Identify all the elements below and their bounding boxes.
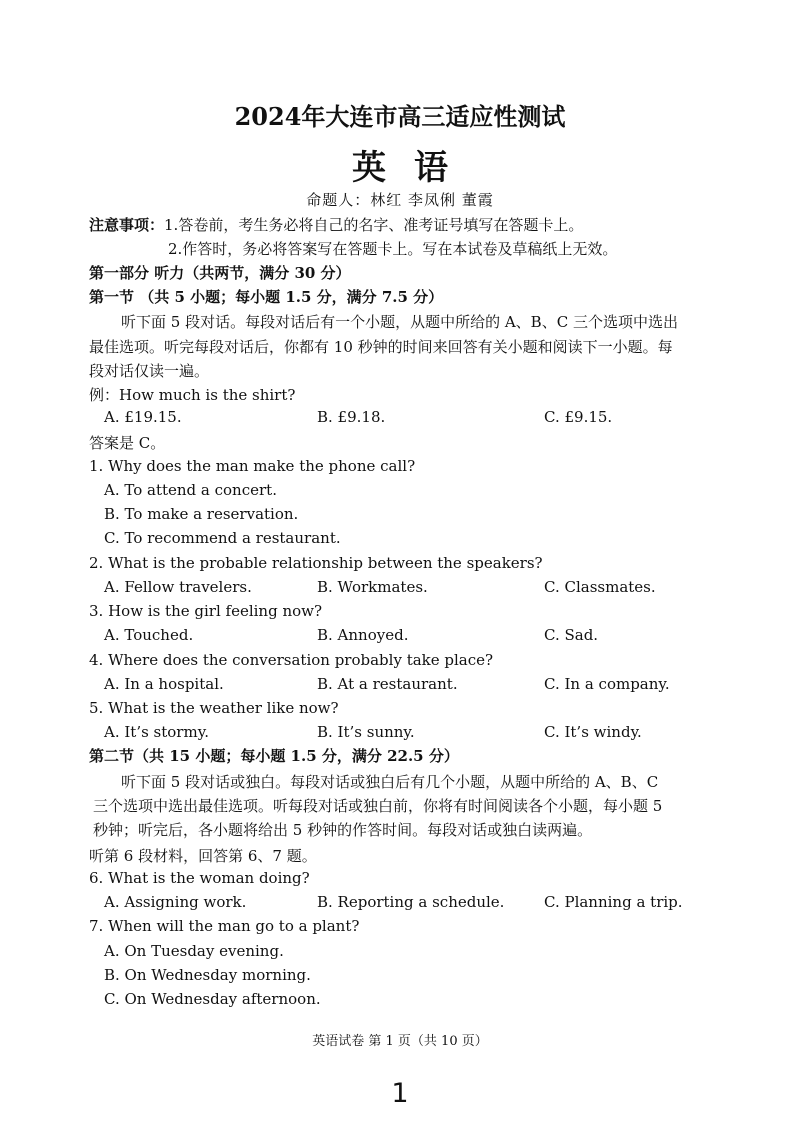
question-6-option-c: C. Planning a trip. <box>544 893 683 911</box>
question-2-option-b: B. Workmates. <box>317 578 428 596</box>
question-4-option-c: C. In a company. <box>544 675 670 693</box>
question-5-stem: 5. What is the weather like now? <box>89 699 339 717</box>
question-7-option-c: C. On Wednesday afternoon. <box>104 990 321 1008</box>
question-2-stem: 2. What is the probable relationship between the speakers? <box>89 554 543 572</box>
question-4-stem: 4. Where does the conversation probably take place? <box>89 651 494 669</box>
question-1-stem: 1. Why does the man make the phone call? <box>89 457 416 475</box>
example-option-b: B. £9.18. <box>317 408 386 426</box>
question-2-option-a: A. Fellow travelers. <box>104 578 252 596</box>
question-6-stem: 6. What is the woman doing? <box>89 869 310 887</box>
notice-line-1 <box>89 214 583 235</box>
question-7-stem: 7. When will the man go to a plant? <box>89 917 360 935</box>
question-6-option-a: A. Assigning work. <box>104 893 247 911</box>
part1-heading: 第一部分 听力（共两节，满分 30 分） <box>89 264 351 282</box>
question-5-option-a: A. It’s stormy. <box>104 723 209 741</box>
question-2-option-c: C. Classmates. <box>544 578 656 596</box>
page-number: 1 <box>391 1078 409 1109</box>
page-footer: 英语试卷 第 1 页（共 10 页） <box>312 1034 488 1049</box>
section2-instruction-3: 秒钟；听完后，各小题将给出 5 秒钟的作答时间。每段对话或独白读两遍。 <box>93 821 593 839</box>
subject-title: 英语 <box>352 148 476 188</box>
question-1-option-b: B. To make a reservation. <box>104 505 299 523</box>
notice-item-2: 2.作答时，务必将答案写在答题卡上。写在本试卷及草稿纸上无效。 <box>168 240 618 258</box>
example-question: 例：How much is the shirt? <box>89 386 296 404</box>
question-4-option-b: B. At a restaurant. <box>317 675 458 693</box>
question-4-option-a: A. In a hospital. <box>104 675 224 693</box>
example-option-a: A. £19.15. <box>104 408 182 426</box>
question-3-option-b: B. Annoyed. <box>317 626 409 644</box>
section1-instruction-2: 最佳选项。听完每段对话后，你都有 10 秒钟的时间来回答有关小题和阅读下一小题。每 <box>89 338 673 356</box>
section2-heading: 第二节（共 15 小题；每小题 1.5 分，满分 22.5 分） <box>89 747 459 765</box>
example-answer: 答案是 C。 <box>89 434 166 452</box>
section2-instruction-2: 三个选项中选出最佳选项。听每段对话或独白前，你将有时间阅读各个小题，每小题 5 <box>93 797 663 815</box>
example-option-c: C. £9.15. <box>544 408 613 426</box>
section1-instruction-1: 听下面 5 段对话。每段对话后有一个小题，从题中所给的 A、B、C 三个选项中选出 <box>121 313 678 331</box>
question-3-stem: 3. How is the girl feeling now? <box>89 602 323 620</box>
section1-heading: 第一节 （共 5 小题；每小题 1.5 分，满分 7.5 分） <box>89 288 444 306</box>
section2-instruction-1: 听下面 5 段对话或独白。每段对话或独白后有几个小题，从题中所给的 A、B、C <box>121 773 659 791</box>
material-note: 听第 6 段材料，回答第 6、7 题。 <box>89 847 317 865</box>
exam-title: 2024年大连市高三适应性测试 <box>234 102 566 131</box>
question-7-option-b: B. On Wednesday morning. <box>104 966 311 984</box>
question-3-option-c: C. Sad. <box>544 626 599 644</box>
notice-item-1: 1.答卷前，考生务必将自己的名字、准考证号填写在答题卡上。 <box>164 216 584 234</box>
question-3-option-a: A. Touched. <box>104 626 194 644</box>
question-5-option-b: B. It’s sunny. <box>317 723 415 741</box>
question-7-option-a: A. On Tuesday evening. <box>104 942 284 960</box>
question-1-option-a: A. To attend a concert. <box>104 481 277 499</box>
question-5-option-c: C. It’s windy. <box>544 723 642 741</box>
question-6-option-b: B. Reporting a schedule. <box>317 893 505 911</box>
question-1-option-c: C. To recommend a restaurant. <box>104 529 341 547</box>
authors-line: 命题人：林红 李凤俐 董霞 <box>306 191 494 209</box>
section1-instruction-3: 段对话仅读一遍。 <box>89 362 210 380</box>
notice-label: 注意事项： <box>89 216 165 234</box>
